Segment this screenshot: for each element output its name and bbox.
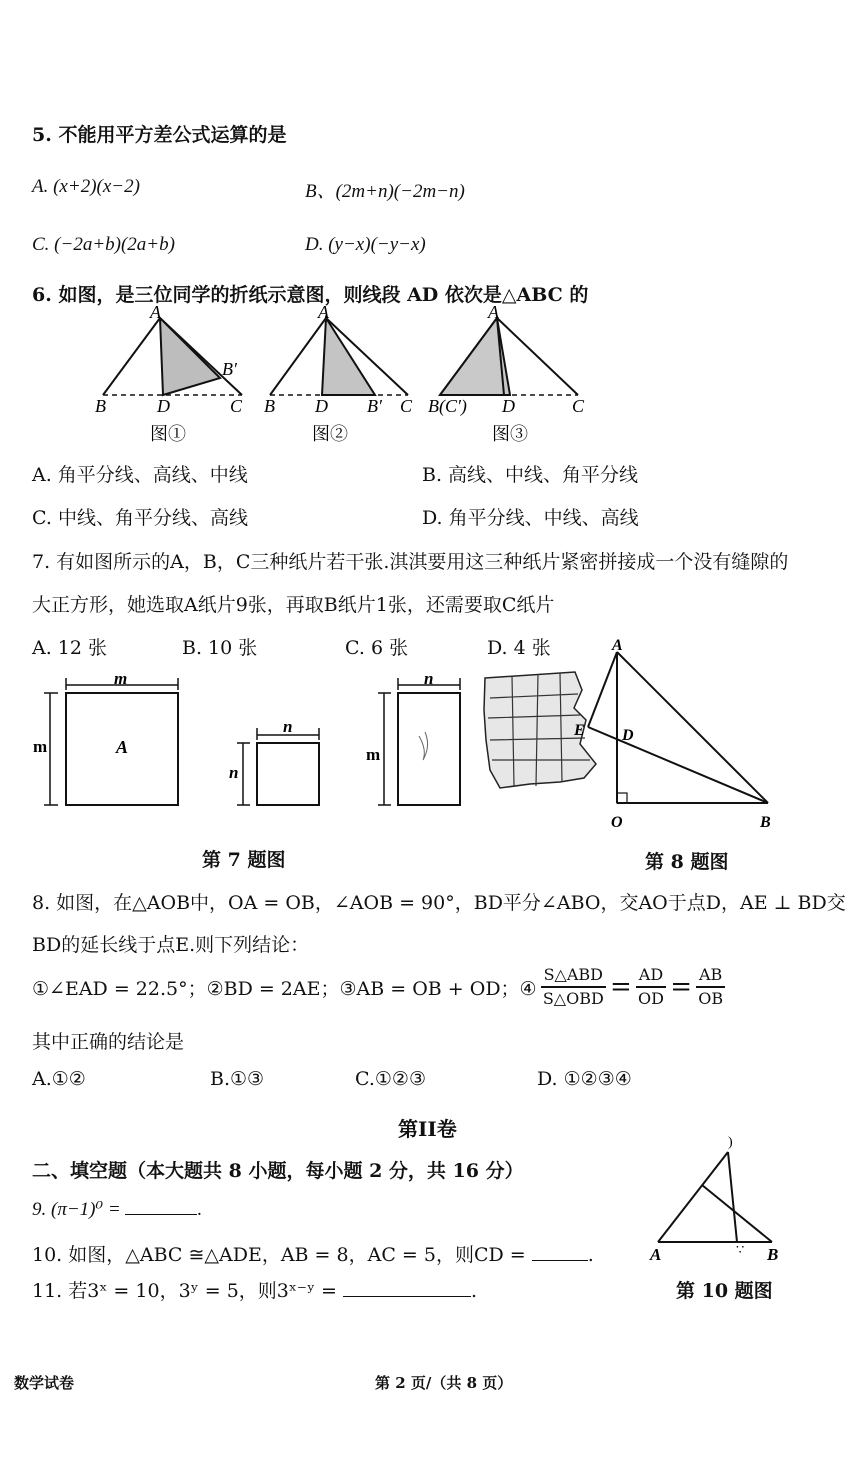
fig2-label-d: D [315,396,328,416]
q8-label-a: A [612,637,623,654]
q7-card-a-side-label: m [33,737,48,756]
q7-caption: 第 7 题图 [202,849,286,871]
q6-option-c: C. 中线、角平分线、高线 [32,507,248,529]
q8-label-e: E [574,722,585,739]
q10-text: 10. 如图，△ABC ≅△ADE，AB = 8，AC = 5，则CD = [32,1244,526,1266]
q7-card-c [366,669,460,805]
q9: 9. (π−1)⁰ = . [32,1199,203,1220]
q8-figure [573,637,771,831]
section2-title: 第II卷 [398,1117,457,1141]
footer-page-number: 第 2 页/（共 8 页） [375,1374,513,1392]
q7-option-c: C. 6 张 [345,637,409,659]
q5-option-b: B、(2m+n)(−2m−n) [305,181,465,202]
q8-frac1-num: S△ABD [541,964,606,988]
q7-line2: 大正方形，她选取A纸片9张，再取B纸片1张，还需要取C纸片 [32,594,555,616]
footer-subject: 数学试卷 [14,1374,75,1392]
q11-text: 11. 若3ˣ = 10，3ʸ = 5，则3ˣ⁻ʸ = [32,1280,337,1302]
q7-option-d: D. 4 张 [487,637,551,659]
svg-text:∵: ∵ [736,1242,745,1257]
fig3-label-a: A [488,302,499,322]
q7-card-a-name: A [116,737,129,757]
q7-card-c-side-label: m [366,745,381,764]
q7-line1: 7. 有如图所示的A，B，C三种纸片若干张.淇淇要用这三种纸片紧密拼接成一个没有缝隙的 [32,551,789,573]
q11-answer-blank[interactable] [343,1280,471,1297]
q8-frac1-den: S△OBD [542,989,604,1008]
q8-line2: BD的延长线于点E.则下列结论： [32,934,310,956]
q5-stem: 5. 不能用平方差公式运算的是 [32,124,287,146]
q11: 11. 若3ˣ = 10，3ʸ = 5，则3ˣ⁻ʸ = . [32,1280,478,1302]
q8-option-a: A.①② [32,1068,86,1090]
fig3-label-b: B(C′) [428,396,467,416]
q7-card-c-top-label: n [424,669,434,688]
q10-caption: 第 10 题图 [676,1280,773,1302]
q8-caption: 第 8 题图 [645,851,729,873]
q5-option-a: A. (x+2)(x−2) [32,176,140,197]
q6-option-d: D. 角平分线、中线、高线 [422,507,639,529]
q6-option-b: B. 高线、中线、角平分线 [422,464,639,486]
q8-label-o: O [611,814,623,831]
q5-option-d: D. (y−x)(−y−x) [305,234,426,255]
q8-conclusions [32,962,729,1012]
q8-option-d: D. ①②③④ [537,1068,632,1090]
q7-card-b [229,717,319,805]
q8-frac3-num: AB [696,964,725,988]
fig2-caption: 图② [312,424,348,444]
fig1-label-bprime: B′ [222,359,237,379]
q10-label-a: A [650,1245,662,1264]
q8-line1: 8. 如图，在△AOB中，OA = OB，∠AOB = 90°，BD平分∠ABO，交AO于点D，AE ⊥ BD交 [32,892,846,914]
q10-figure [640,1130,790,1270]
fig1-label-b: B [95,396,106,416]
fig1-label-d: D [157,396,170,416]
fig1-caption: 图① [150,424,186,444]
q6-figure-2 [264,302,413,444]
q6-figures [0,300,867,450]
q7-card-a [33,669,178,805]
q8-fraction-ad-od [636,964,666,1010]
fig2-label-a: A [318,302,329,322]
fig1-label-a: A [150,302,161,322]
q6-figure-3 [428,302,585,444]
q6-stem: 6. 如图，是三位同学的折纸示意图，则线段 AD 依次是△ABC 的 [32,284,589,306]
q8-frac3-den: OB [698,989,724,1008]
q9-answer-blank[interactable] [125,1198,197,1215]
fig2-label-bprime: B′ [367,396,382,416]
q5-option-c: C. (−2a+b)(2a+b) [32,234,175,255]
q8-option-b: B.①③ [210,1068,265,1090]
fig2-label-b: B [264,396,275,416]
q8-equals-1: = [610,972,632,1002]
q6-option-a: A. 角平分线、高线、中线 [32,464,248,486]
q8-conclusion-prompt: 其中正确的结论是 [32,1031,185,1053]
section2-heading: 二、填空题（本大题共 8 小题，每小题 2 分，共 16 分） [32,1160,524,1182]
q7-card-b-side-label: n [229,763,239,782]
fig3-caption: 图③ [492,424,528,444]
fig3-label-c: C [572,396,585,416]
q7-card-a-top-label: m [114,669,128,688]
fig3-label-d: D [502,396,515,416]
q10: 10. 如图，△ABC ≅△ADE，AB = 8，AC = 5，则CD = . [32,1244,594,1266]
q8-fraction-area [541,964,606,1010]
q7-option-a: A. 12 张 [32,637,108,659]
q6-figure-1 [95,302,243,444]
q8-label-b: B [760,814,771,831]
q8-frac2-num: AD [636,964,666,988]
q10-answer-blank[interactable] [532,1244,588,1261]
q10-label-b: B [767,1245,779,1264]
q8-fraction-ab-ob [696,964,725,1010]
svg-text:): ) [728,1135,733,1150]
q9-text: 9. (π−1)⁰ = [32,1199,121,1220]
q8-frac2-den: OD [638,989,664,1008]
fig2-label-c: C [400,396,413,416]
q8-conclusions-text: ①∠EAD = 22.5°；②BD = 2AE；③AB = OB + OD；④ [32,977,537,1000]
fig1-label-c: C [230,396,243,416]
q8-label-d: D [622,727,634,744]
q7-option-b: B. 10 张 [182,637,258,659]
q8-option-c: C.①②③ [355,1068,426,1090]
q7-card-b-top-label: n [283,717,293,736]
q8-equals-2: = [670,972,692,1002]
